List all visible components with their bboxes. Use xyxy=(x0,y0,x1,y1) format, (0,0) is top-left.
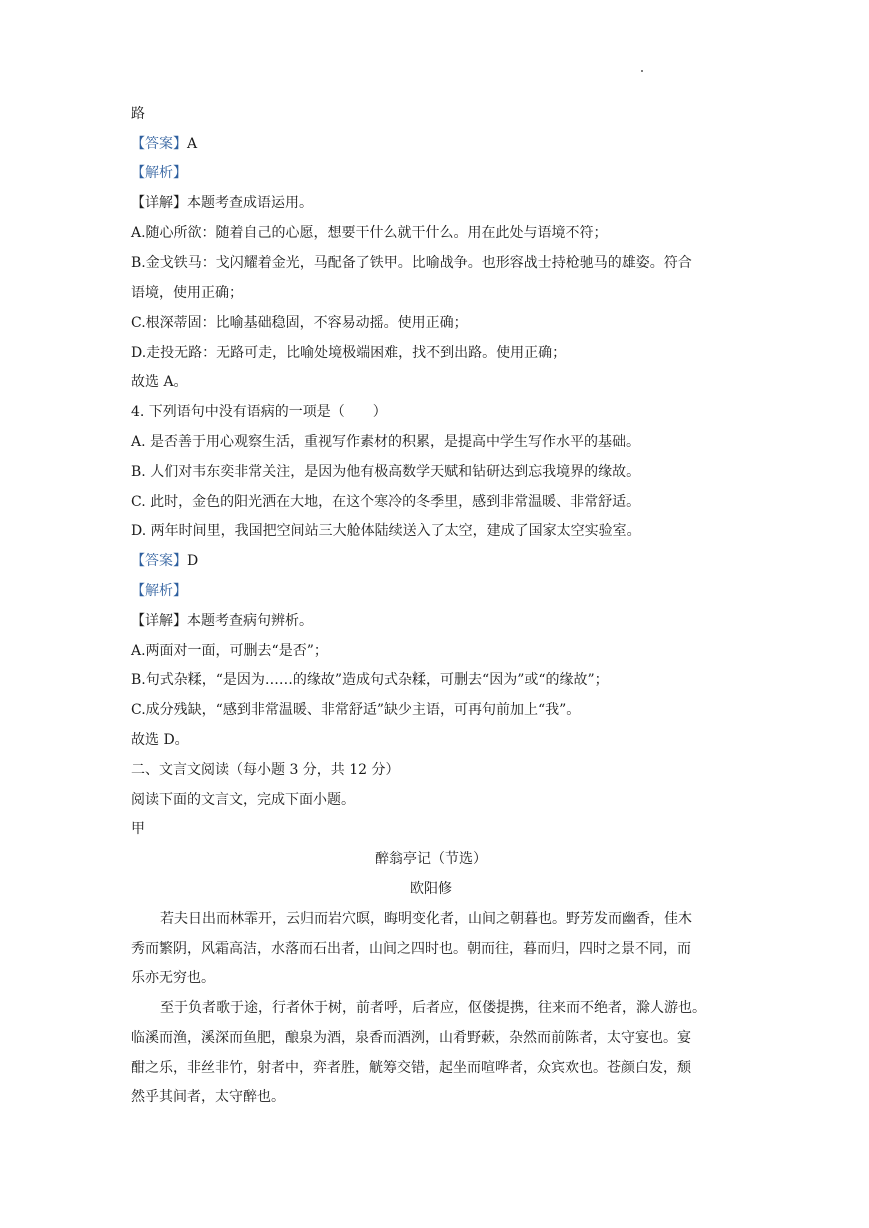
answer-line xyxy=(131,551,771,571)
text-line: C.根深蒂固：比喻基础稳固，不容易动摇。使用正确； xyxy=(131,315,468,331)
essay-title: 醉翁亭记（节选） xyxy=(375,851,487,867)
text-line: B.金戈铁马：戈闪耀着金光，马配备了铁甲。比喻战争。也形容战士持枪驰马的雄姿。符合 xyxy=(131,255,692,271)
essay-paragraph-line: 酣之乐，非丝非竹，射者中，弈者胜，觥筹交错，起坐而喧哗者，众宾欢也。苍颜白发，颓 xyxy=(131,1060,691,1076)
text-line: C.成分残缺，“感到非常温暖、非常舒适”缺少主语，可再句前加上“我”。 xyxy=(131,702,581,718)
essay-paragraph-line: 临溪而渔，溪深而鱼肥，酿泉为酒，泉香而酒洌，山肴野蔌，杂然而前陈者，太守宴也。宴 xyxy=(131,1030,691,1046)
text-line: 【详解】本题考查成语运用。 xyxy=(131,195,313,211)
text-line: 【详解】本题考查病句辨析。 xyxy=(131,613,313,629)
answer-line xyxy=(131,134,771,154)
question-title: 4. 下列语句中没有语病的一项是（ ） xyxy=(131,404,387,420)
answer-label: 【答案】 xyxy=(131,553,187,569)
section-heading: 二、文言文阅读（每小题 3 分，共 12 分） xyxy=(131,762,400,778)
analysis-label: 【解析】 xyxy=(131,165,187,181)
text-line: B.句式杂糅，“是因为……的缘故”造成句式杂糅，可删去“因为”或“的缘故”； xyxy=(131,672,609,688)
text-label: 甲 xyxy=(131,821,145,837)
essay-paragraph-line: 然乎其间者，太守醉也。 xyxy=(131,1089,285,1105)
text-line: 语境，使用正确； xyxy=(131,285,243,301)
analysis-label: 【解析】 xyxy=(131,583,187,599)
text-line: 阅读下面的文言文，完成下面小题。 xyxy=(131,792,355,808)
text-line: D.走投无路：无路可走，比喻处境极端困难，找不到出路。使用正确； xyxy=(131,345,567,361)
option-a: A. 是否善于用心观察生活，重视写作素材的积累，是提高中学生写作水平的基础。 xyxy=(131,434,641,450)
essay-author: 欧阳修 xyxy=(410,881,452,897)
text-line: 路 xyxy=(131,106,145,122)
option-c: C. 此时，金色的阳光洒在大地，在这个寒冷的冬季里，感到非常温暖、非常舒适。 xyxy=(131,494,641,510)
essay-paragraph-line: 乐亦无穷也。 xyxy=(131,970,215,986)
essay-paragraph-line: 秀而繁阴，风霜高洁，水落而石出者，山间之四时也。朝而往，暮而归，四时之景不同，而 xyxy=(131,941,691,957)
text-line: A.随心所欲：随着自己的心愿，想要干什么就干什么。用在此处与语境不符； xyxy=(131,225,608,241)
text-line: 故选 D。 xyxy=(131,732,189,748)
text-line: 故选 A。 xyxy=(131,374,188,390)
answer-value: D xyxy=(187,553,199,569)
answer-label: 【答案】 xyxy=(131,136,187,152)
option-d: D. 两年时间里，我国把空间站三大舱体陆续送入了太空，建成了国家太空实验室。 xyxy=(131,523,641,539)
essay-paragraph-line: 至于负者歌于途，行者休于树，前者呼，后者应，伛偻提携，往来而不绝者，滁人游也。 xyxy=(160,1000,706,1016)
answer-value: A xyxy=(187,136,198,152)
text-line: A.两面对一面，可删去“是否”； xyxy=(131,643,328,659)
option-b: B. 人们对韦东奕非常关注，是因为他有极高数学天赋和钻研达到忘我境界的缘故。 xyxy=(131,464,641,480)
page-mark xyxy=(641,70,643,72)
essay-paragraph-line: 若夫日出而林霏开，云归而岩穴暝，晦明变化者，山间之朝暮也。野芳发而幽香，佳木 xyxy=(160,911,692,927)
